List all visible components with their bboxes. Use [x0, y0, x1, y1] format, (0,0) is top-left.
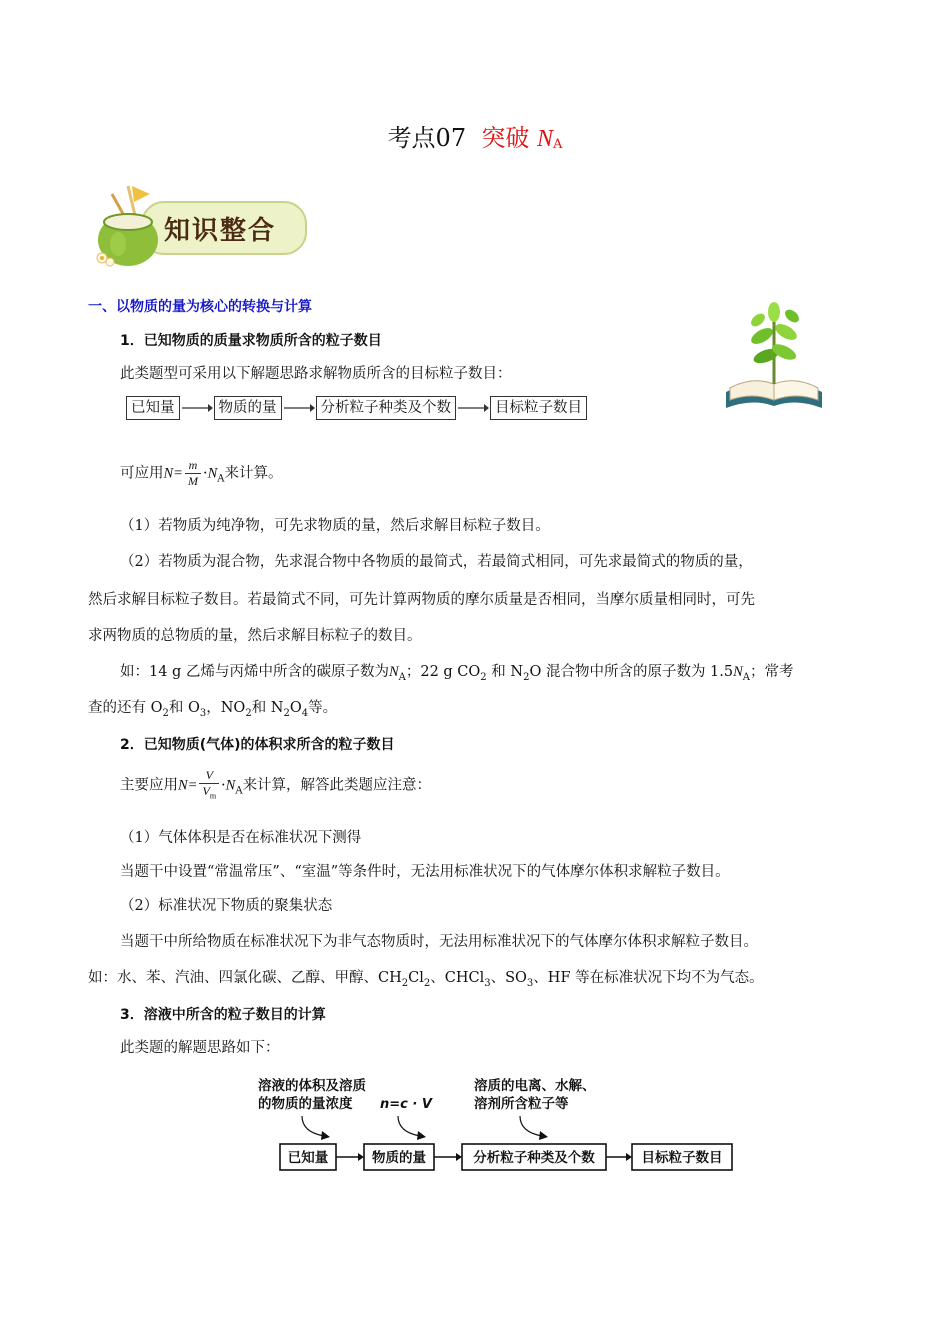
- curved-arrow-icon: [520, 1116, 542, 1136]
- sub3-intro: 此类题的解题思路如下：: [120, 1040, 280, 1056]
- knowledge-banner: [88, 180, 310, 272]
- title-symbol: N: [537, 126, 554, 152]
- arrow-right-icon: [358, 1153, 364, 1161]
- sub1-point-2-line3: 求两物质的总物质的量，然后求解目标粒子的数目。: [88, 628, 422, 644]
- curved-arrow-icon: [398, 1116, 420, 1136]
- page-title: [0, 120, 950, 163]
- flow2-box-analyze-label: 分析粒子种类及个数: [473, 1150, 595, 1166]
- banner-label: 知识整合: [164, 216, 277, 246]
- sub2-example: 如：水、苯、汽油、四氯化碳、乙醇、甲醇、$CH_2Cl_2$、CHCl$_3$、$SO_3$、HF 等在标准状况下均不为气态。: [88, 970, 764, 989]
- sub2-note2-title: （2）标准状况下物质的聚集状态: [120, 898, 333, 914]
- sub1-example-line1: 如：14 g 乙烯与丙烯中所含的碳原子数为$N_A$；22 g $CO_2$ 和 $N_2O$ 混合物中所含的原子数为 $1.5N_A$；常考: [120, 664, 794, 683]
- sub1-point-1: （1）若物质为纯净物，可先求物质的量，然后求解目标粒子数目。: [120, 518, 550, 534]
- flow2-note-mid: n=c · V: [380, 1097, 432, 1112]
- flow-box-analyze: 分析粒子种类及个数: [316, 396, 457, 420]
- sub1-example-line2: 查的还有 $O_2$和 $O_3$，$NO_2$和 $N_2O_4$等。: [88, 700, 338, 719]
- sub2-heading: 2．已知物质(气体)的体积求所含的粒子数目: [120, 737, 395, 753]
- flow2-note-left-2: 的物质的量浓度: [258, 1096, 353, 1112]
- flow2-box-target-label: 目标粒子数目: [641, 1150, 723, 1166]
- sub2-note1-text: 当题干中设置“常温常压”、“室温”等条件时，无法用标准状况下的气体摩尔体积求解粒子数目。: [120, 864, 730, 880]
- flow2-note-right-1: 溶质的电离、水解、: [474, 1078, 596, 1094]
- sub3-heading: 3．溶液中所含的粒子数目的计算: [120, 1007, 326, 1023]
- sub1-intro: 此类题型可采用以下解题思路求解物质所含的目标粒子数目：: [120, 366, 512, 382]
- sub1-heading: 1．已知物质的质量求物质所含的粒子数目: [120, 333, 382, 349]
- sub1-point-2-line2: 然后求解目标粒子数目。若最简式不同，可先计算两物质的摩尔质量是否相同，当摩尔质量相同时，可先: [88, 592, 755, 608]
- volume-fraction: $\frac{V}{V_m}$: [199, 768, 219, 803]
- flow-box-amount: 物质的量: [214, 396, 282, 420]
- section-heading: 一、以物质的量为核心的转换与计算: [88, 299, 312, 315]
- flow2-note-right-2: 溶剂所含粒子等: [474, 1096, 569, 1112]
- flow2-note-left-1: 溶液的体积及溶质: [258, 1078, 366, 1094]
- volume-formula-line: 主要应用N= $\frac{V}{V_m}$ $\cdot N_A$来计算，解答此类题应注意：: [120, 768, 431, 804]
- sub2-note1-title: （1）气体体积是否在标准状况下测得: [120, 830, 362, 846]
- arrow-right-icon: [626, 1153, 632, 1161]
- flow2-box-amount-label: 物质的量: [372, 1150, 426, 1166]
- arrow-right-icon: [456, 1153, 462, 1161]
- mass-formula-line: 可应用N= $\frac{m}{M}$ $\cdot N_A$来计算。: [120, 458, 283, 488]
- flow-box-known: 已知量: [126, 396, 180, 420]
- solution-flow-1: [126, 396, 587, 420]
- mass-fraction: $\frac{m}{M}$: [185, 458, 201, 489]
- flow-box-target: 目标粒子数目: [490, 396, 587, 420]
- solution-flow-2: [250, 1076, 740, 1176]
- arrow-right-icon: [456, 397, 490, 419]
- arrow-right-icon: [180, 397, 214, 419]
- sub2-note2-text: 当题干中所给物质在标准状况下为非气态物质时，无法用标准状况下的气体摩尔体积求解粒子数目。: [120, 934, 758, 950]
- title-symbol-sub: A: [553, 137, 563, 152]
- arrow-right-icon: [282, 397, 316, 419]
- curved-arrow-icon: [302, 1116, 324, 1136]
- title-prefix: 考点07: [387, 124, 467, 152]
- flow2-box-known-label: 已知量: [287, 1150, 329, 1166]
- title-topic: 突破 $N_A$: [481, 124, 563, 152]
- plant-book-icon: [722, 296, 826, 414]
- sub1-point-2-line1: （2）若物质为混合物，先求混合物中各物质的最简式，若最简式相同，可先求最简式的物质的量，: [120, 554, 753, 570]
